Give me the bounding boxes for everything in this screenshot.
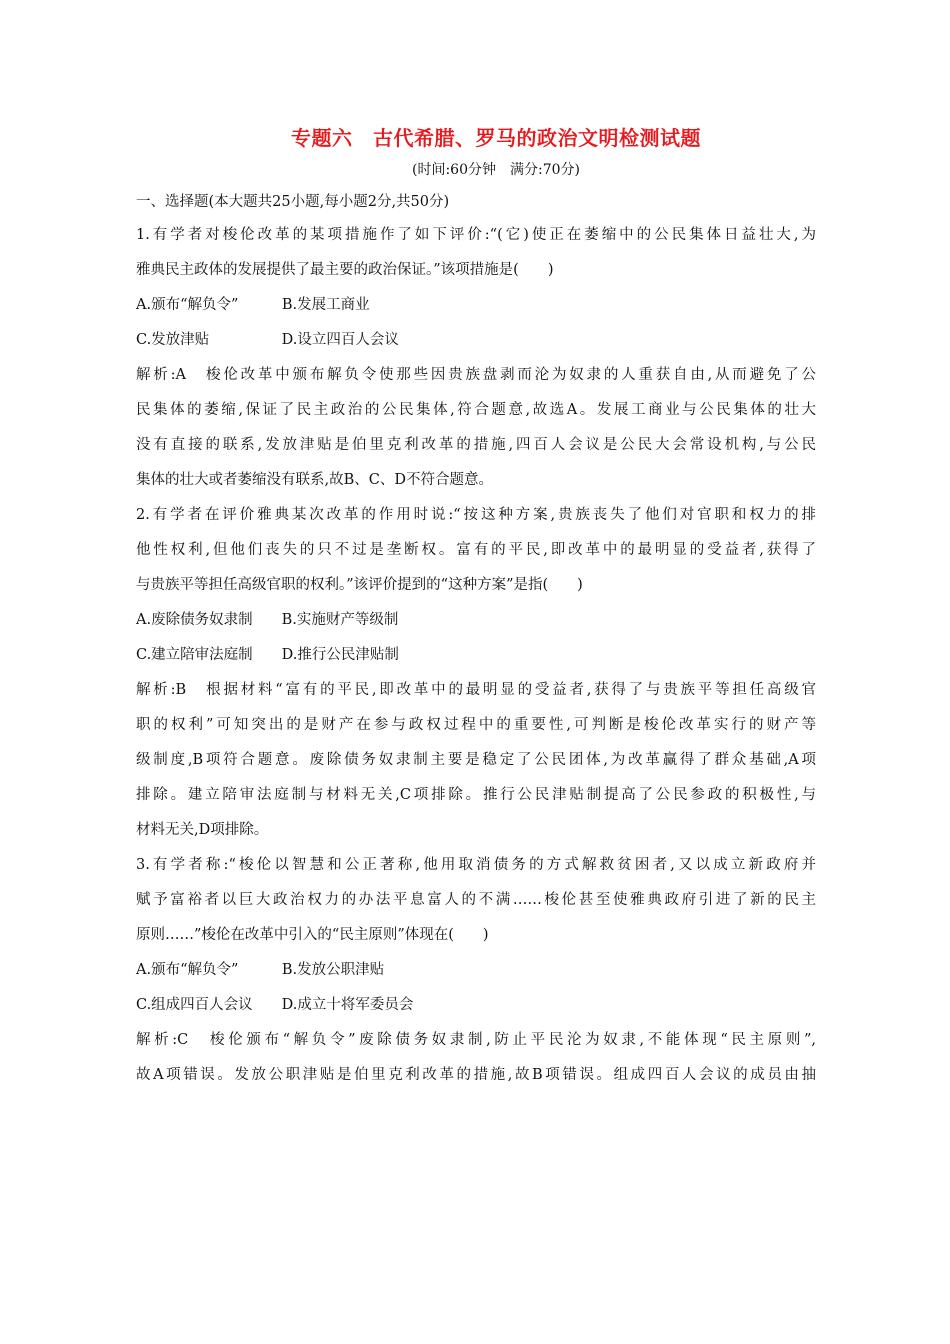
document-subtitle: (时间:60分钟 满分:70分) (412, 162, 580, 178)
option-line: C.发放津贴 D.设立四百人会议 (136, 332, 399, 348)
option-line: C.建立陪审法庭制 D.推行公民津贴制 (136, 647, 399, 663)
section-heading: 一、选择题(本大题共25小题,每小题2分,共50分) (136, 194, 450, 210)
document-page (136, 118, 816, 1093)
text-line: 解析:C 梭伦颁布“解负令”废除债务奴隶制,防止平民沦为奴隶,不能体现“民主原则”, (136, 1032, 816, 1048)
text-line: 原则……”梭伦在改革中引入的“民主原则”体现在( ) (136, 927, 489, 943)
text-line: 排除。建立陪审法庭制与材料无关,C项排除。推行公民津贴制提高了公民参政的积极性,与 (136, 787, 816, 803)
text-line: 集体的壮大或者萎缩没有联系,故B、C、D不符合题意。 (136, 472, 493, 488)
document-title: 专题六 古代希腊、罗马的政治文明检测试题 (291, 126, 701, 150)
text-line: 民集体的萎缩,保证了民主政治的公民集体,符合题意,故选A。发展工商业与公民集体的壮大 (136, 402, 816, 418)
text-line: 赋予富裕者以巨大政治权力的办法平息富人的不满……梭伦甚至使雅典政府引进了新的民主 (136, 892, 816, 908)
text-line: 2.有学者在评价雅典某次改革的作用时说:“按这种方案,贵族丧失了他们对官职和权力的排 (136, 507, 816, 523)
option-line: A.颁布“解负令” B.发展工商业 (136, 297, 370, 313)
option-line: A.废除债务奴隶制 B.实施财产等级制 (136, 612, 399, 628)
text-line: 解析:B 根据材料“富有的平民,即改革中的最明显的受益者,获得了与贵族平等担任高级官 (136, 682, 816, 698)
option-line: A.颁布“解负令” B.发放公职津贴 (136, 962, 385, 978)
text-line: 职的权利”可知突出的是财产在参与政权过程中的重要性,可判断是梭伦改革实行的财产等 (136, 717, 816, 733)
text-line: 故A项错误。发放公职津贴是伯里克利改革的措施,故B项错误。组成四百人会议的成员由抽 (136, 1067, 816, 1083)
text-line: 解析:A 梭伦改革中颁布解负令使那些因贵族盘剥而沦为奴隶的人重获自由,从而避免了公 (136, 367, 816, 383)
text-line: 雅典民主政体的发展提供了最主要的政治保证。”该项措施是( ) (136, 262, 554, 278)
text-line: 没有直接的联系,发放津贴是伯里克利改革的措施,四百人会议是公民大会常设机构,与公民 (136, 437, 816, 453)
text-line: 材料无关,D项排除。 (136, 822, 269, 838)
text-line: 级制度,B项符合题意。废除债务奴隶制主要是稳定了公民团体,为改革赢得了群众基础,A项 (136, 752, 816, 768)
text-line: 3.有学者称:“梭伦以智慧和公正著称,他用取消债务的方式解救贫困者,又以成立新政府并 (136, 857, 816, 873)
text-line: 他性权利,但他们丧失的只不过是垄断权。富有的平民,即改革中的最明显的受益者,获得了 (136, 542, 816, 558)
text-line: 与贵族平等担任高级官职的权利。”该评价提到的“这种方案”是指( ) (136, 577, 583, 593)
text-line: 1.有学者对梭伦改革的某项措施作了如下评价:“(它)使正在萎缩中的公民集体日益壮大,为 (136, 227, 816, 243)
option-line: C.组成四百人会议 D.成立十将军委员会 (136, 997, 414, 1013)
